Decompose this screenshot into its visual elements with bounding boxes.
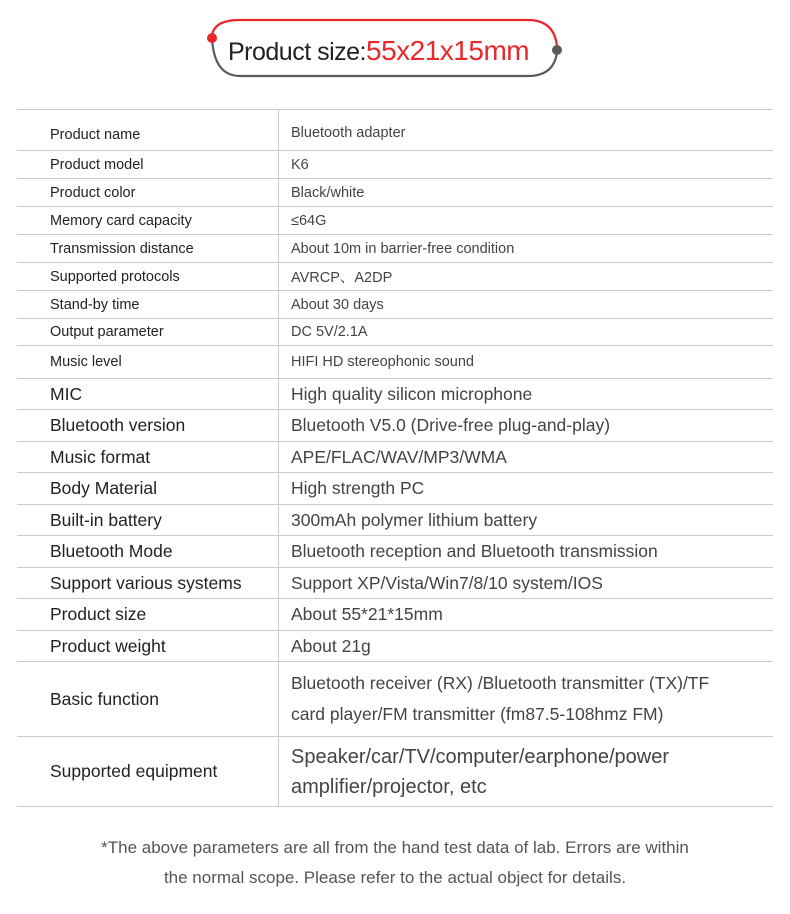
spec-row (17, 346, 773, 379)
spec-label: Product name (50, 126, 141, 143)
spec-row (17, 473, 773, 505)
banner-text (228, 31, 529, 71)
spec-label: Output parameter (50, 324, 164, 340)
spec-label: Basic function (50, 688, 159, 709)
spec-value: APE/FLAC/WAV/MP3/WMA (279, 442, 774, 473)
spec-row (17, 631, 773, 662)
spec-label: Product color (50, 184, 136, 201)
banner-red-dot (207, 33, 217, 43)
spec-value: 300mAh polymer lithium battery (279, 505, 774, 536)
spec-value: Bluetooth adapter (279, 110, 774, 151)
footnote-line-1: *The above parameters are all from the hand test data of lab. Errors are within (101, 838, 689, 857)
spec-value: Speaker/car/TV/computer/earphone/power amplifier/projector, etc (279, 737, 774, 807)
spec-value: About 10m in barrier-free condition (279, 235, 774, 263)
spec-row (17, 263, 773, 291)
spec-label: Product weight (50, 635, 166, 656)
banner-value: 55x21x15mm (366, 35, 530, 66)
banner-label: Product size: (228, 38, 367, 66)
spec-row (17, 319, 773, 346)
spec-row (17, 410, 773, 442)
spec-value: AVRCP、A2DP (279, 263, 774, 291)
spec-label: Body Material (50, 478, 157, 498)
spec-value: DC 5V/2.1A (279, 319, 774, 346)
spec-label: Memory card capacity (50, 212, 192, 229)
spec-row (17, 505, 773, 536)
spec-label: Product size (50, 604, 147, 624)
spec-label: Stand-by time (50, 296, 140, 313)
spec-value: Bluetooth receiver (RX) /Bluetooth transmitter (TX)/TF card player/FM transmitter (fm87.5-108hmz FM) (279, 662, 774, 737)
spec-value: ≤64G (279, 207, 774, 235)
spec-value: About 55*21*15mm (279, 599, 774, 631)
spec-row (17, 662, 773, 737)
spec-label: Transmission distance (50, 240, 194, 257)
spec-value: About 21g (279, 631, 774, 662)
spec-label: Bluetooth version (50, 415, 186, 435)
spec-row (17, 151, 773, 179)
spec-label: Product model (50, 156, 144, 173)
spec-value: High quality silicon microphone (279, 379, 774, 410)
spec-row (17, 179, 773, 207)
spec-label: Supported protocols (50, 268, 180, 285)
spec-label: Supported equipment (50, 761, 218, 781)
spec-value: Black/white (279, 179, 774, 207)
spec-label: Music format (50, 446, 151, 467)
spec-value: About 30 days (279, 291, 774, 319)
spec-label: Bluetooth Mode (50, 541, 173, 561)
spec-value: High strength PC (279, 473, 774, 505)
spec-row (17, 599, 773, 631)
spec-value: HIFI HD stereophonic sound (279, 346, 774, 379)
spec-value: Bluetooth reception and Bluetooth transmission (279, 536, 774, 568)
spec-label: MIC (50, 383, 83, 404)
spec-row (17, 442, 773, 473)
spec-row (17, 235, 773, 263)
spec-row (17, 536, 773, 568)
spec-label: Music level (50, 354, 122, 370)
spec-row (17, 110, 773, 151)
product-size-banner (0, 0, 790, 100)
spec-table (17, 109, 773, 807)
spec-row (17, 291, 773, 319)
spec-label: Support various systems (50, 572, 242, 593)
spec-value: K6 (279, 151, 774, 179)
spec-row (17, 379, 773, 410)
banner-gray-dot (552, 45, 562, 55)
spec-row (17, 207, 773, 235)
spec-row (17, 737, 773, 807)
spec-value: Support XP/Vista/Win7/8/10 system/IOS (279, 568, 774, 599)
spec-value: Bluetooth V5.0 (Drive-free plug-and-play) (279, 410, 774, 442)
footnote-line-2: the normal scope. Please refer to the actual object for details. (163, 868, 627, 887)
spec-row (17, 568, 773, 599)
spec-label: Built-in battery (50, 509, 162, 530)
disclaimer-footnote (0, 833, 790, 893)
